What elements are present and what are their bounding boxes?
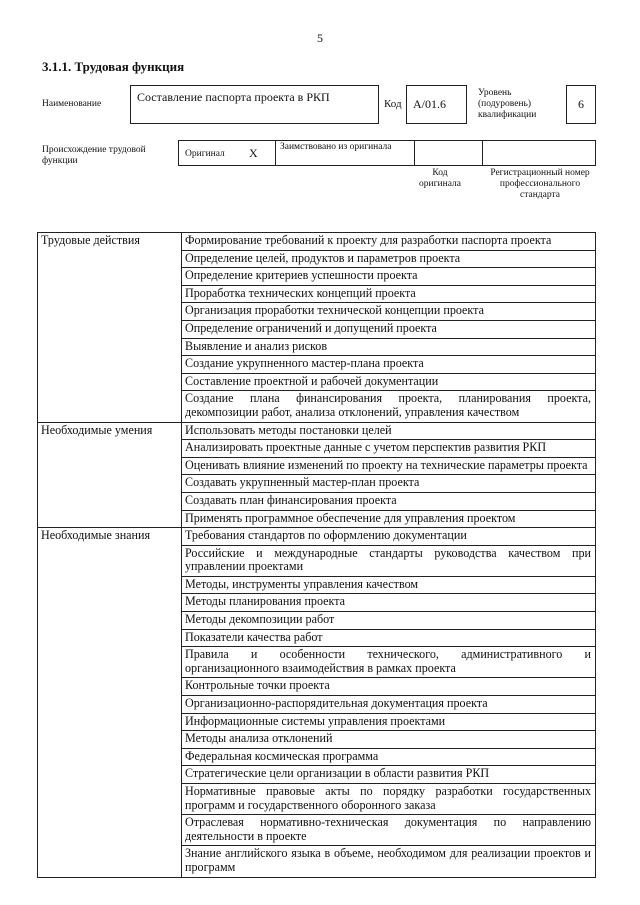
name-value: Составление паспорта проекта в РКП: [137, 90, 330, 104]
table-row: [38, 713, 596, 731]
table-row: [38, 696, 596, 714]
category-cell: [38, 338, 182, 356]
table-row: [38, 510, 596, 528]
page-number: 5: [317, 31, 323, 45]
category-cell: [38, 731, 182, 749]
category-label: Необходимые знания: [38, 528, 182, 546]
category-label: Необходимые умения: [38, 422, 182, 440]
category-cell: [38, 612, 182, 630]
category-cell: [38, 391, 182, 422]
category-cell: [38, 713, 182, 731]
item-text: Анализировать проектные данные с учетом перспектив развития РКП: [182, 440, 596, 458]
category-cell: [38, 594, 182, 612]
name-value-box: [130, 85, 379, 124]
item-text: Показатели качества работ: [182, 629, 596, 647]
item-text: Стратегические цели организации в области развития РКП: [182, 766, 596, 784]
category-cell: [38, 373, 182, 391]
code-original-caption: Код оригинала: [419, 168, 461, 189]
table-row: [38, 422, 596, 440]
table-row: [38, 320, 596, 338]
table-row: [38, 475, 596, 493]
table-row: [38, 373, 596, 391]
borrowed-label: Заимствовано из оригинала: [280, 142, 392, 152]
table-row: [38, 268, 596, 286]
item-text: Правила и особенности технического, административного и организационного взаимодействия в рамках проекта: [182, 647, 596, 678]
section-title: 3.1.1. Трудовая функция: [42, 59, 185, 74]
item-text: Создание укрупненного мастер-плана проекта: [182, 356, 596, 374]
table-row: [38, 815, 596, 846]
category-cell: [38, 492, 182, 510]
table-row: [38, 545, 596, 576]
origin-box: [178, 140, 596, 166]
category-cell: [38, 815, 182, 846]
item-text: Информационные системы управления проектами: [182, 713, 596, 731]
item-text: Определение критериев успешности проекта: [182, 268, 596, 286]
table-row: [38, 748, 596, 766]
item-text: Организация проработки технической концепции проекта: [182, 303, 596, 321]
category-cell: [38, 303, 182, 321]
table-row: [38, 285, 596, 303]
table-row: [38, 594, 596, 612]
table-row: [38, 492, 596, 510]
category-cell: [38, 846, 182, 877]
code-value-box: [406, 85, 467, 124]
category-cell: [38, 766, 182, 784]
table-row: [38, 356, 596, 374]
reg-number-caption: Регистрационный номер профессионального стандарта: [490, 168, 590, 200]
table-row: [38, 303, 596, 321]
table-row: [38, 457, 596, 475]
item-text: Создавать укрупненный мастер-план проекта: [182, 475, 596, 493]
item-text: Нормативные правовые акты по порядку разработки государственных программ и государственного оборонного заказа: [182, 784, 596, 815]
item-text: Требования стандартов по оформлению документации: [182, 528, 596, 546]
table-row: [38, 576, 596, 594]
category-cell: [38, 784, 182, 815]
item-text: Создавать план финансирования проекта: [182, 492, 596, 510]
category-cell: [38, 320, 182, 338]
table-row: [38, 846, 596, 877]
item-text: Методы, инструменты управления качеством: [182, 576, 596, 594]
item-text: Оценивать влияние изменений по проекту на технические параметры проекта: [182, 457, 596, 475]
item-text: Знание английского языка в объеме, необходимом для реализации проектов и программ: [182, 846, 596, 877]
category-cell: [38, 285, 182, 303]
table-row: [38, 528, 596, 546]
original-mark: X: [249, 146, 258, 160]
category-cell: [38, 457, 182, 475]
item-text: Контрольные точки проекта: [182, 678, 596, 696]
item-text: Методы декомпозиции работ: [182, 612, 596, 630]
category-cell: [38, 510, 182, 528]
category-cell: [38, 647, 182, 678]
table-row: [38, 678, 596, 696]
table-row: [38, 250, 596, 268]
code-value: А/01.6: [413, 97, 446, 111]
category-cell: [38, 475, 182, 493]
item-text: Российские и международные стандарты руководства качеством при управлении проектами: [182, 545, 596, 576]
category-cell: [38, 678, 182, 696]
table-row: [38, 391, 596, 422]
item-text: Федеральная космическая программа: [182, 748, 596, 766]
table-row: [38, 647, 596, 678]
original-label: Оригинал: [185, 149, 225, 159]
item-text: Методы планирования проекта: [182, 594, 596, 612]
category-cell: [38, 250, 182, 268]
category-cell: [38, 545, 182, 576]
table-row: [38, 766, 596, 784]
item-text: Отраслевая нормативно-техническая документация по направлению деятельности в проекте: [182, 815, 596, 846]
category-cell: [38, 576, 182, 594]
category-cell: [38, 629, 182, 647]
category-label: Трудовые действия: [38, 233, 182, 251]
item-text: Составление проектной и рабочей документации: [182, 373, 596, 391]
table-row: [38, 612, 596, 630]
item-text: Использовать методы постановки целей: [182, 422, 596, 440]
item-text: Создание плана финансирования проекта, планирования проекта, декомпозиции работ, анализа отклонений, управления качеством: [182, 391, 596, 422]
table-row: [38, 233, 596, 251]
table-row: [38, 440, 596, 458]
item-text: Организационно-распорядительная документация проекта: [182, 696, 596, 714]
code-label: Код: [384, 98, 402, 110]
name-label: Наименование: [42, 99, 102, 109]
item-text: Методы анализа отклонений: [182, 731, 596, 749]
item-text: Применять программное обеспечение для управления проектом: [182, 510, 596, 528]
category-cell: [38, 748, 182, 766]
level-value: 6: [578, 97, 584, 111]
item-text: Определение ограничений и допущений проекта: [182, 320, 596, 338]
level-value-box: [566, 85, 596, 124]
item-text: Выявление и анализ рисков: [182, 338, 596, 356]
table-row: [38, 629, 596, 647]
category-cell: [38, 356, 182, 374]
category-cell: [38, 268, 182, 286]
category-cell: [38, 696, 182, 714]
item-text: Проработка технических концепций проекта: [182, 285, 596, 303]
level-label: Уровень (подуровень) квалификации: [478, 88, 537, 120]
table-row: [38, 784, 596, 815]
competency-table: [37, 232, 596, 878]
item-text: Формирование требований к проекту для разработки паспорта проекта: [182, 233, 596, 251]
table-row: [38, 338, 596, 356]
table-row: [38, 731, 596, 749]
origin-label: Происхождение трудовой функции: [42, 145, 146, 166]
item-text: Определение целей, продуктов и параметров проекта: [182, 250, 596, 268]
category-cell: [38, 440, 182, 458]
